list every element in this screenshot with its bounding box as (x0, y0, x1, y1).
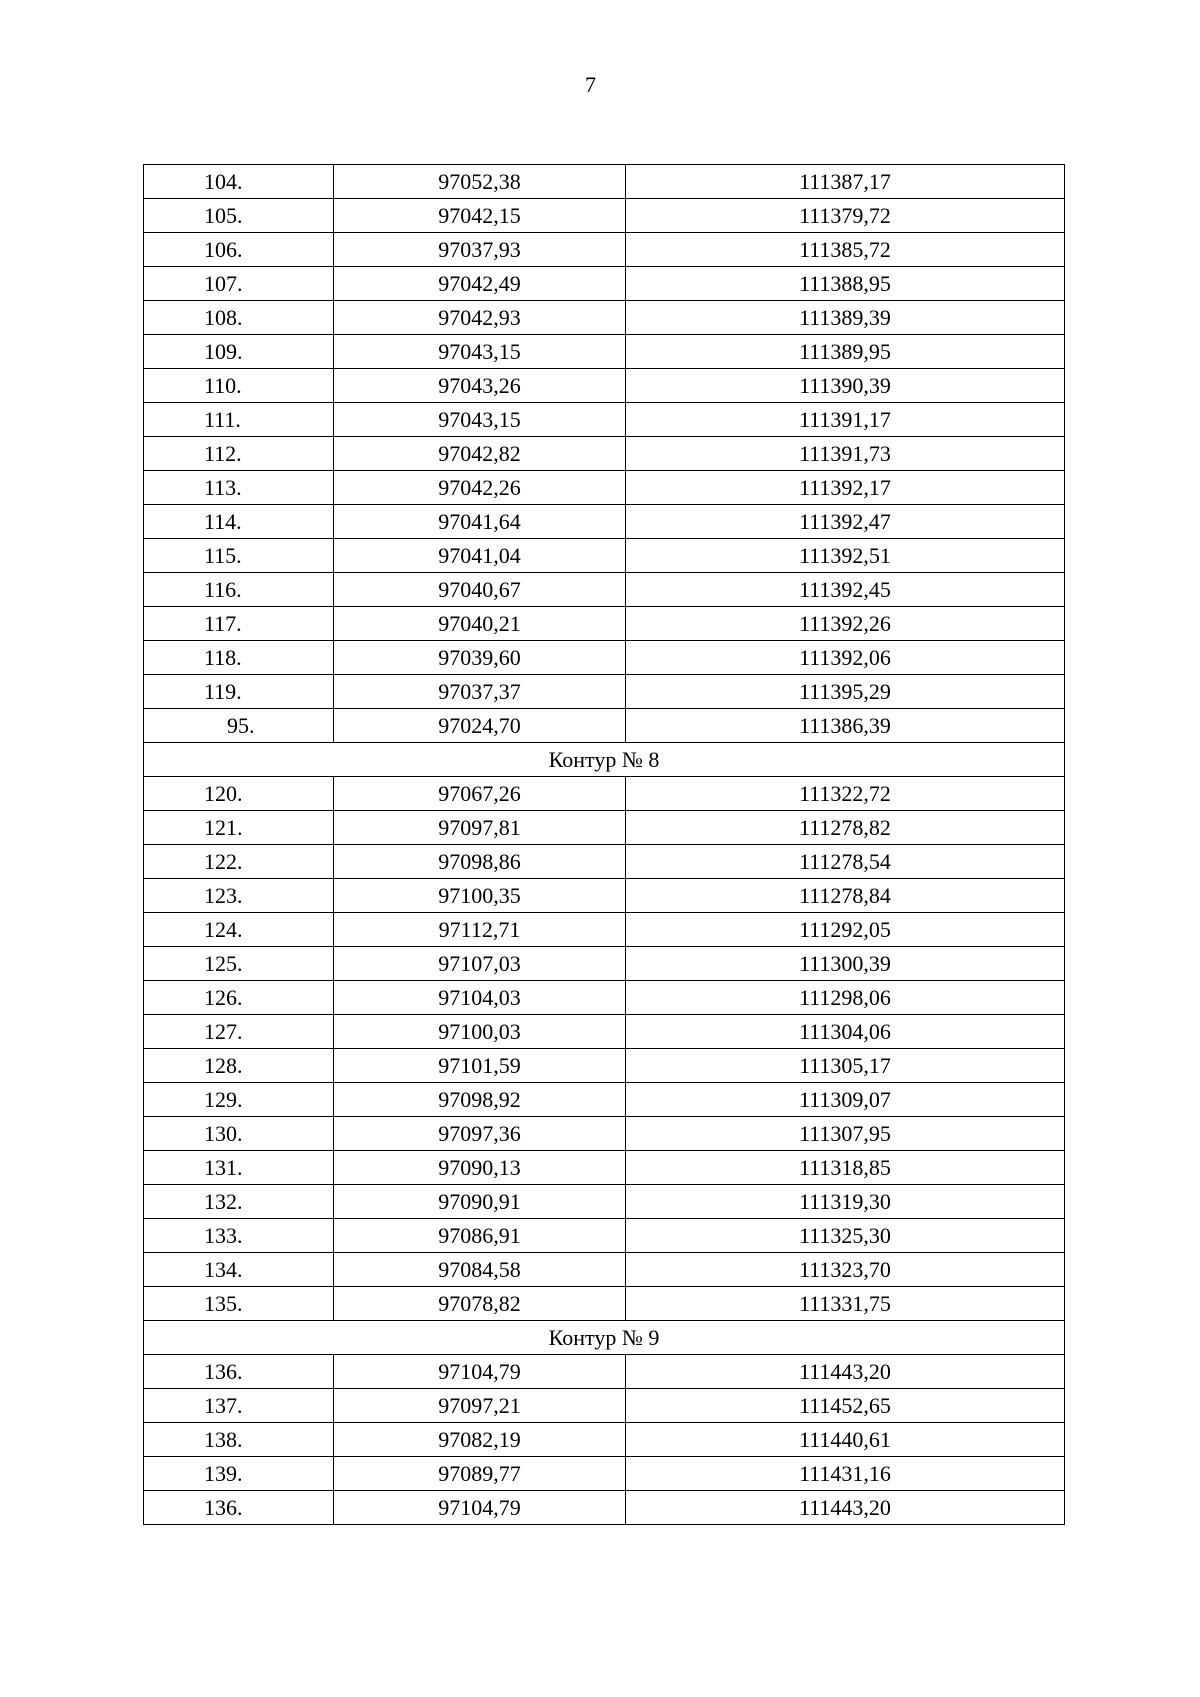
point-number-cell: 109. (144, 335, 334, 369)
y-coordinate-cell: 111298,06 (626, 981, 1065, 1015)
table-row (144, 1151, 1065, 1185)
point-number-cell: 132. (144, 1185, 334, 1219)
contour-header-row (144, 1321, 1065, 1355)
x-coordinate-cell: 97040,21 (334, 607, 626, 641)
point-number-cell: 139. (144, 1457, 334, 1491)
point-number-cell: 133. (144, 1219, 334, 1253)
table-row (144, 1287, 1065, 1321)
y-coordinate-cell: 111391,17 (626, 403, 1065, 437)
point-number-cell: 131. (144, 1151, 334, 1185)
point-number-cell: 112. (144, 437, 334, 471)
table-row (144, 845, 1065, 879)
y-coordinate-cell: 111431,16 (626, 1457, 1065, 1491)
y-coordinate-cell: 111391,73 (626, 437, 1065, 471)
x-coordinate-cell: 97100,35 (334, 879, 626, 913)
y-coordinate-cell: 111440,61 (626, 1423, 1065, 1457)
y-coordinate-cell: 111331,75 (626, 1287, 1065, 1321)
x-coordinate-cell: 97043,15 (334, 403, 626, 437)
point-number-cell: 136. (144, 1491, 334, 1525)
y-coordinate-cell: 111443,20 (626, 1491, 1065, 1525)
x-coordinate-cell: 97090,13 (334, 1151, 626, 1185)
y-coordinate-cell: 111392,06 (626, 641, 1065, 675)
x-coordinate-cell: 97078,82 (334, 1287, 626, 1321)
table-row (144, 1049, 1065, 1083)
y-coordinate-cell: 111323,70 (626, 1253, 1065, 1287)
y-coordinate-cell: 111278,84 (626, 879, 1065, 913)
point-number-cell: 111. (144, 403, 334, 437)
point-number-cell: 130. (144, 1117, 334, 1151)
table-row (144, 1491, 1065, 1525)
x-coordinate-cell: 97098,86 (334, 845, 626, 879)
point-number-cell: 136. (144, 1355, 334, 1389)
point-number-cell: 121. (144, 811, 334, 845)
x-coordinate-cell: 97097,36 (334, 1117, 626, 1151)
table-row (144, 1185, 1065, 1219)
x-coordinate-cell: 97082,19 (334, 1423, 626, 1457)
coordinates-table (143, 164, 1065, 1525)
point-number-cell: 119. (144, 675, 334, 709)
y-coordinate-cell: 111395,29 (626, 675, 1065, 709)
point-number-cell: 118. (144, 641, 334, 675)
y-coordinate-cell: 111319,30 (626, 1185, 1065, 1219)
page-number: 7 (585, 72, 596, 97)
y-coordinate-cell: 111389,95 (626, 335, 1065, 369)
y-coordinate-cell: 111392,26 (626, 607, 1065, 641)
x-coordinate-cell: 97089,77 (334, 1457, 626, 1491)
point-number-cell: 129. (144, 1083, 334, 1117)
x-coordinate-cell: 97043,26 (334, 369, 626, 403)
table-row (144, 777, 1065, 811)
point-number-cell: 113. (144, 471, 334, 505)
x-coordinate-cell: 97037,37 (334, 675, 626, 709)
x-coordinate-cell: 97084,58 (334, 1253, 626, 1287)
table-row (144, 335, 1065, 369)
point-number-cell: 126. (144, 981, 334, 1015)
y-coordinate-cell: 111379,72 (626, 199, 1065, 233)
x-coordinate-cell: 97104,79 (334, 1355, 626, 1389)
point-number-cell: 104. (144, 165, 334, 199)
y-coordinate-cell: 111392,47 (626, 505, 1065, 539)
y-coordinate-cell: 111392,17 (626, 471, 1065, 505)
table-row (144, 437, 1065, 471)
point-number-cell: 134. (144, 1253, 334, 1287)
table-row (144, 1457, 1065, 1491)
table-row (144, 573, 1065, 607)
x-coordinate-cell: 97090,91 (334, 1185, 626, 1219)
coordinates-table-body (144, 165, 1065, 1525)
y-coordinate-cell: 111389,39 (626, 301, 1065, 335)
point-number-cell: 135. (144, 1287, 334, 1321)
point-number-cell: 115. (144, 539, 334, 573)
y-coordinate-cell: 111278,54 (626, 845, 1065, 879)
table-row (144, 1423, 1065, 1457)
x-coordinate-cell: 97042,82 (334, 437, 626, 471)
x-coordinate-cell: 97086,91 (334, 1219, 626, 1253)
table-row (144, 267, 1065, 301)
x-coordinate-cell: 97104,03 (334, 981, 626, 1015)
y-coordinate-cell: 111452,65 (626, 1389, 1065, 1423)
x-coordinate-cell: 97042,93 (334, 301, 626, 335)
y-coordinate-cell: 111386,39 (626, 709, 1065, 743)
table-row (144, 505, 1065, 539)
point-number-cell: 127. (144, 1015, 334, 1049)
y-coordinate-cell: 111325,30 (626, 1219, 1065, 1253)
point-number-cell: 105. (144, 199, 334, 233)
point-number-cell: 137. (144, 1389, 334, 1423)
x-coordinate-cell: 97037,93 (334, 233, 626, 267)
table-row (144, 981, 1065, 1015)
y-coordinate-cell: 111385,72 (626, 233, 1065, 267)
point-number-cell: 114. (144, 505, 334, 539)
table-row (144, 1253, 1065, 1287)
y-coordinate-cell: 111307,95 (626, 1117, 1065, 1151)
table-row (144, 641, 1065, 675)
point-number-cell: 138. (144, 1423, 334, 1457)
x-coordinate-cell: 97097,81 (334, 811, 626, 845)
table-row (144, 1355, 1065, 1389)
y-coordinate-cell: 111387,17 (626, 165, 1065, 199)
y-coordinate-cell: 111305,17 (626, 1049, 1065, 1083)
y-coordinate-cell: 111278,82 (626, 811, 1065, 845)
table-row (144, 539, 1065, 573)
table-row (144, 879, 1065, 913)
y-coordinate-cell: 111304,06 (626, 1015, 1065, 1049)
point-number-cell: 116. (144, 573, 334, 607)
point-number-cell: 110. (144, 369, 334, 403)
point-number-cell: 128. (144, 1049, 334, 1083)
table-row (144, 403, 1065, 437)
table-row (144, 811, 1065, 845)
point-number-cell: 95. (144, 709, 334, 743)
x-coordinate-cell: 97100,03 (334, 1015, 626, 1049)
point-number-cell: 125. (144, 947, 334, 981)
x-coordinate-cell: 97104,79 (334, 1491, 626, 1525)
x-coordinate-cell: 97042,15 (334, 199, 626, 233)
y-coordinate-cell: 111392,51 (626, 539, 1065, 573)
table-row (144, 709, 1065, 743)
y-coordinate-cell: 111322,72 (626, 777, 1065, 811)
table-row (144, 1117, 1065, 1151)
table-row (144, 471, 1065, 505)
y-coordinate-cell: 111392,45 (626, 573, 1065, 607)
x-coordinate-cell: 97041,64 (334, 505, 626, 539)
table-row (144, 607, 1065, 641)
point-number-cell: 124. (144, 913, 334, 947)
x-coordinate-cell: 97039,60 (334, 641, 626, 675)
table-row (144, 1015, 1065, 1049)
y-coordinate-cell: 111292,05 (626, 913, 1065, 947)
x-coordinate-cell: 97098,92 (334, 1083, 626, 1117)
table-row (144, 165, 1065, 199)
table-row (144, 233, 1065, 267)
table-row (144, 913, 1065, 947)
table-row (144, 1083, 1065, 1117)
point-number-cell: 117. (144, 607, 334, 641)
x-coordinate-cell: 97024,70 (334, 709, 626, 743)
point-number-cell: 120. (144, 777, 334, 811)
x-coordinate-cell: 97107,03 (334, 947, 626, 981)
contour-title: Контур № 8 (144, 743, 1065, 777)
contour-title: Контур № 9 (144, 1321, 1065, 1355)
table-row (144, 947, 1065, 981)
table-row (144, 1219, 1065, 1253)
point-number-cell: 122. (144, 845, 334, 879)
point-number-cell: 106. (144, 233, 334, 267)
point-number-cell: 108. (144, 301, 334, 335)
table-row (144, 199, 1065, 233)
x-coordinate-cell: 97042,26 (334, 471, 626, 505)
table-row (144, 369, 1065, 403)
x-coordinate-cell: 97067,26 (334, 777, 626, 811)
y-coordinate-cell: 111390,39 (626, 369, 1065, 403)
table-row (144, 1389, 1065, 1423)
y-coordinate-cell: 111388,95 (626, 267, 1065, 301)
x-coordinate-cell: 97042,49 (334, 267, 626, 301)
table-row (144, 675, 1065, 709)
x-coordinate-cell: 97097,21 (334, 1389, 626, 1423)
x-coordinate-cell: 97040,67 (334, 573, 626, 607)
point-number-cell: 123. (144, 879, 334, 913)
point-number-cell: 107. (144, 267, 334, 301)
x-coordinate-cell: 97112,71 (334, 913, 626, 947)
x-coordinate-cell: 97052,38 (334, 165, 626, 199)
x-coordinate-cell: 97043,15 (334, 335, 626, 369)
table-row (144, 301, 1065, 335)
x-coordinate-cell: 97101,59 (334, 1049, 626, 1083)
y-coordinate-cell: 111300,39 (626, 947, 1065, 981)
y-coordinate-cell: 111318,85 (626, 1151, 1065, 1185)
x-coordinate-cell: 97041,04 (334, 539, 626, 573)
contour-header-row (144, 743, 1065, 777)
y-coordinate-cell: 111443,20 (626, 1355, 1065, 1389)
y-coordinate-cell: 111309,07 (626, 1083, 1065, 1117)
